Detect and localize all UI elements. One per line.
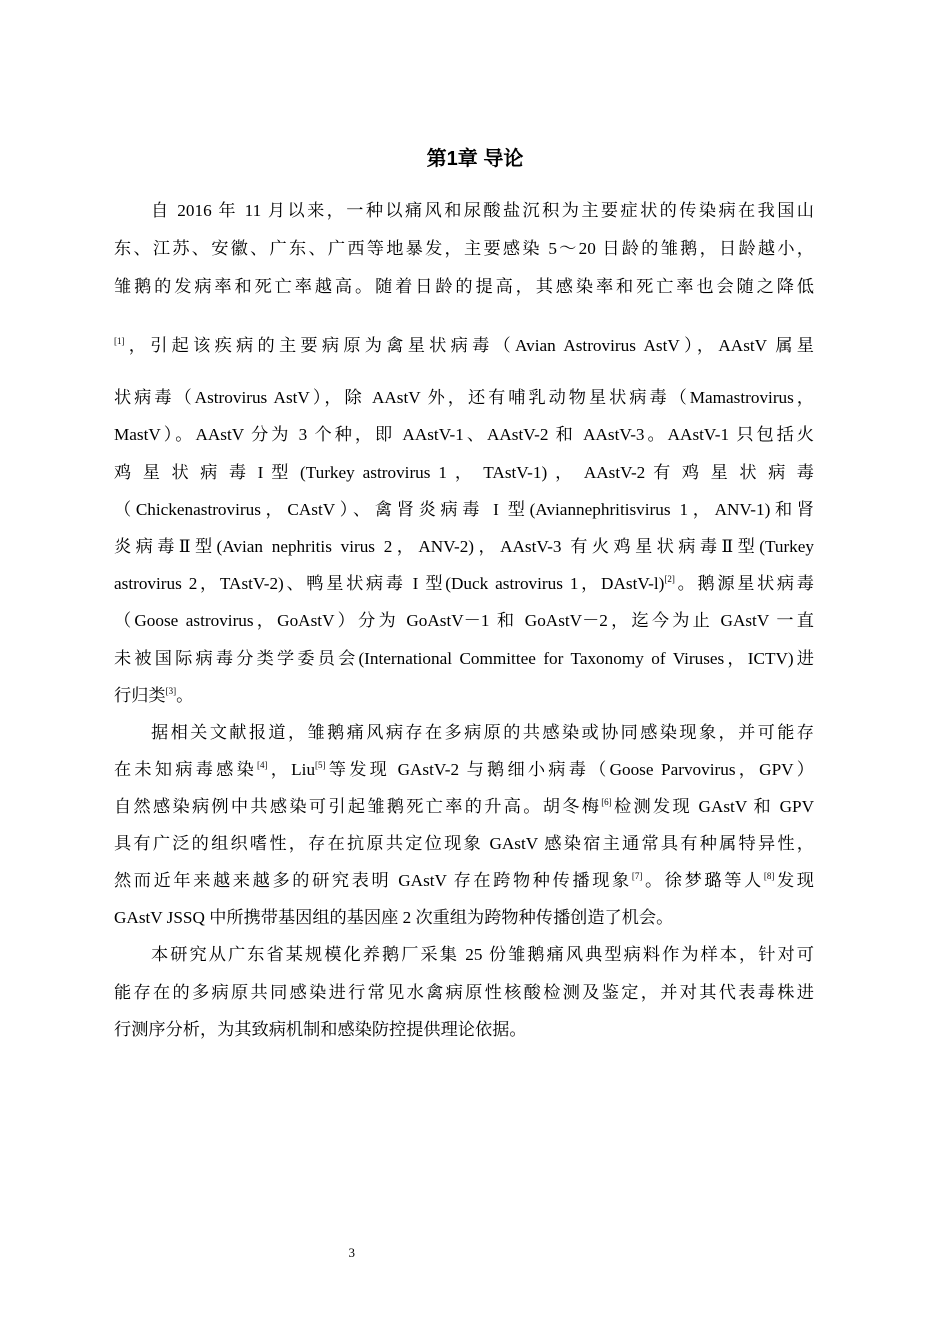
citation-ref: [2]	[664, 574, 675, 584]
line-text: 然而近年来越来越多的研究表明 GAstV 存在跨物种传播现象	[114, 871, 632, 890]
citation-ref: [3]	[165, 686, 177, 696]
paragraph-2-line-4: 具有广泛的组织嗜性，存在抗原共定位现象 GAstV 感染宿主通常具有种属特异性，	[114, 834, 814, 853]
paragraph-2-line-3	[114, 794, 814, 820]
line-text: ，引起该疾病的主要病原为禽星状病毒（Avian Astrovirus AstV），AAstV 属星	[124, 336, 814, 355]
citation-ref: [4]	[257, 760, 268, 770]
line-text: 。徐梦璐等人	[642, 871, 764, 890]
paragraph-3-line-3: 行测序分析，为其致病机制和感染防控提供理论依据。	[114, 1020, 527, 1039]
line-text: 。鹅源星状病毒	[674, 574, 814, 593]
paragraph-3-line-2: 能存在的多病原共同感染进行常见水禽病原性核酸检测及鉴定，并对其代表毒株进	[114, 983, 814, 1002]
paragraph-2-line-1: 据相关文献报道，雏鹅痛风病存在多病原的共感染或协同感染现象，并可能存	[151, 723, 814, 742]
paragraph-1-line-13	[114, 683, 814, 709]
paragraph-1-line-11: （Goose astrovirus，GoAstV）分为 GoAstV－1 和 GoAstV－2，迄今为止 GAstV 一直	[114, 611, 814, 630]
line-text: 在未知病毒感染	[114, 760, 257, 779]
paragraph-3-line-1: 本研究从广东省某规模化养鹅厂采集 25 份雏鹅痛风典型病料作为样本，针对可	[151, 945, 814, 964]
paragraph-1-line-5: 状病毒（Astrovirus AstV），除 AAstV 外，还有哺乳动物星状病毒（Mamastrovirus，	[114, 388, 814, 407]
paragraph-1-line-1: 自 2016 年 11 月以来，一种以痛风和尿酸盐沉积为主要症状的传染病在我国山	[151, 201, 814, 220]
citation-ref: [6]	[601, 797, 612, 807]
line-text: ，Liu	[267, 760, 316, 779]
paragraph-1-line-8: （Chickenastrovirus，CAstV）、禽肾炎病毒 I 型(Aviannephritisvirus 1，ANV-1)和肾	[114, 500, 814, 519]
page-number: 3	[348, 1245, 355, 1260]
paragraph-1-line-6: MastV）。AAstV 分为 3 个种，即 AAstV-1、AAstV-2 和 AAstV-3。AAstV-1 只包括火	[114, 425, 814, 444]
paragraph-1-line-2: 东、江苏、安徽、广东、广西等地暴发，主要感染 5～20 日龄的雏鹅，日龄越小，	[114, 239, 814, 258]
paragraph-1-line-4	[114, 333, 814, 359]
citation-ref: [1]	[114, 336, 125, 346]
citation-ref: [5]	[315, 760, 326, 770]
paragraph-1-line-12: 未被国际病毒分类学委员会(International Committee for Taxonomy of Viruses，ICTV)进	[114, 649, 814, 668]
chapter-title: 第1章 导论	[426, 148, 524, 170]
line-text: 等发现 GAstV-2 与鹅细小病毒（Goose Parvovirus，GPV）	[325, 760, 814, 779]
line-text: 检测发现 GAstV 和 GPV	[611, 797, 814, 816]
paragraph-1-line-7: 鸡 星 状 病 毒 I 型 (Turkey astrovirus 1 ， TAstV-1) ， AAstV-2 有 鸡 星 状 病 毒	[114, 463, 814, 482]
line-text: 行归类	[114, 686, 166, 705]
citation-ref: [7]	[631, 871, 643, 881]
paragraph-1-line-3: 雏鹅的发病率和死亡率越高。随着日龄的提高，其感染率和死亡率也会随之降低	[114, 277, 814, 296]
citation-ref: [8]	[763, 871, 775, 881]
line-text: astrovirus 2，TAstV-2)、鸭星状病毒 I 型(Duck astrovirus 1，DAstV-l)	[114, 574, 665, 593]
paragraph-1-line-9: 炎病毒Ⅱ型(Avian nephritis virus 2，ANV-2)，AAstV-3 有火鸡星状病毒Ⅱ型(Turkey	[114, 537, 814, 556]
paragraph-1-line-10	[114, 571, 814, 597]
line-text: 自然感染病例中共感染可引起雏鹅死亡率的升高。胡冬梅	[114, 797, 602, 816]
line-text: 。	[176, 686, 194, 705]
line-text: 发现	[774, 871, 814, 890]
paragraph-2-line-5	[114, 868, 814, 894]
paragraph-2-line-6: GAstV JSSQ 中所携带基因组的基因座 2 次重组为跨物种传播创造了机会。	[114, 908, 674, 927]
paragraph-2-line-2	[114, 757, 814, 783]
